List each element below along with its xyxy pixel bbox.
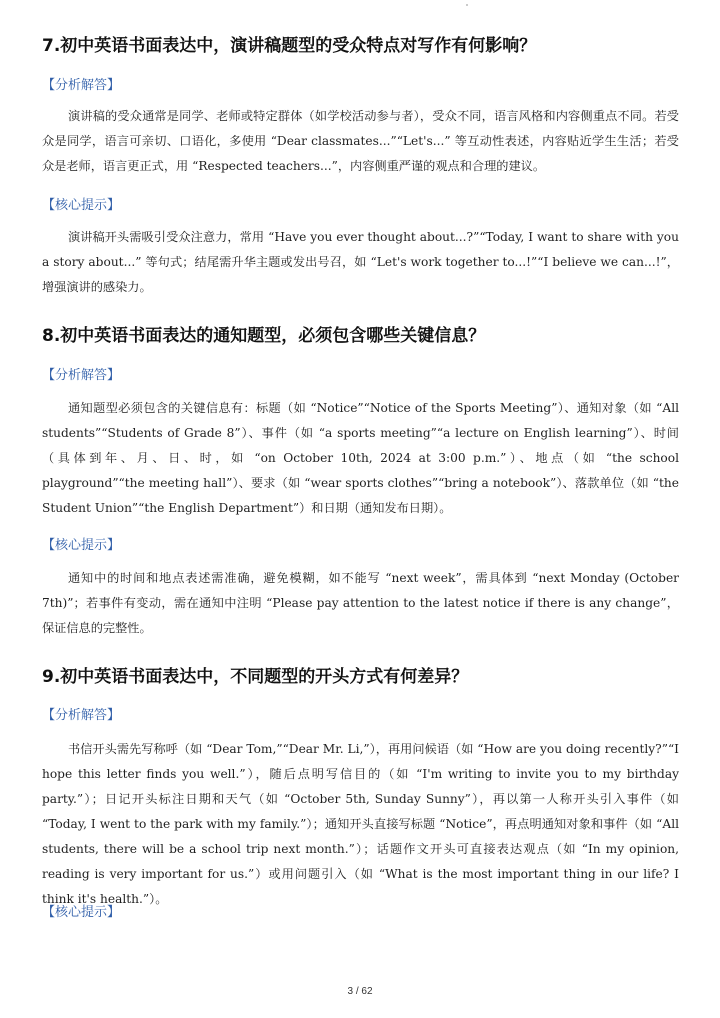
scan-mark	[466, 4, 468, 6]
question-7-analysis-label: 【分析解答】	[42, 78, 121, 93]
question-8-analysis-label: 【分析解答】	[42, 368, 121, 383]
question-9-title: 9.初中英语书面表达中，不同题型的开头方式有何差异？	[42, 667, 469, 687]
question-9-tips-label: 【核心提示】	[42, 905, 121, 920]
question-8-analysis-text: 通知题型必须包含的关键信息有：标题（如 “Notice”“Notice of the Sports Meeting”）、通知对象（如 “All students”“Students of Grade 8”）、事件（如 “a sports meeting”“a lecture on English learning”）、时间（具体到年、月、日、时，如 “on October 10th, 2024 at 3:00 p.m.”）、地点（如 “the school playground”“the meeting hall”）、要求（如 “wear sports clothes”“bring a notebook”）、落款单位（如 “the Student Union”“the English Department”）和日期（通知发布日期）。	[42, 401, 679, 515]
question-8-tips-text: 通知中的时间和地点表述需准确，避免模糊，如不能写 “next week”，需具体到 “next Monday (October 7th)”；若事件有变动，需在通知中注明 “Please pay attention to the latest notice if there is any change”，保证信息的完整性。	[42, 571, 679, 635]
question-8-tips-label: 【核心提示】	[42, 538, 121, 553]
question-8-title: 8.初中英语书面表达的通知题型，必须包含哪些关键信息？	[42, 326, 486, 346]
page-number: 3 / 62	[347, 986, 373, 997]
question-7-analysis-text: 演讲稿的受众通常是同学、老师或特定群体（如学校活动参与者），受众不同，语言风格和内容侧重点不同。若受众是同学，语言可亲切、口语化，多使用 “Dear classmates...”“Let's...” 等互动性表述，内容贴近学生生活；若受众是老师，语言更正式，用 “Respected teachers...”，内容侧重严谨的观点和合理的建议。	[42, 109, 679, 173]
question-7-tips-label: 【核心提示】	[42, 198, 121, 213]
question-9-analysis-label: 【分析解答】	[42, 708, 121, 723]
question-7-tips-text: 演讲稿开头需吸引受众注意力，常用 “Have you ever thought about...?”“Today, I want to share with you a story about...” 等句式；结尾需升华主题或发出号召，如 “Let's work together to...!”“I believe we can...!”，增强演讲的感染力。	[42, 230, 679, 294]
question-9-analysis-text: 书信开头需先写称呼（如 “Dear Tom,”“Dear Mr. Li,”），再用问候语（如 “How are you doing recently?”“I hope this letter finds you well.”），随后点明写信目的（如 “I'm writing to invite you to my birthday party.”）；日记开头标注日期和天气（如 “October 5th, Sunday Sunny”），再以第一人称开头引入事件（如 “Today, I went to the park with my family.”）；通知开头直接写标题 “Notice”，再点明通知对象和事件（如 “All students, there will be a school trip next month.”）；话题作文开头可直接表达观点（如 “In my opinion, reading is very important for us.”）或用问题引入（如 “What is the most important thing in our life? I think it's health.”）。	[42, 742, 679, 906]
question-7-title: 7.初中英语书面表达中，演讲稿题型的受众特点对写作有何影响？	[42, 36, 537, 56]
